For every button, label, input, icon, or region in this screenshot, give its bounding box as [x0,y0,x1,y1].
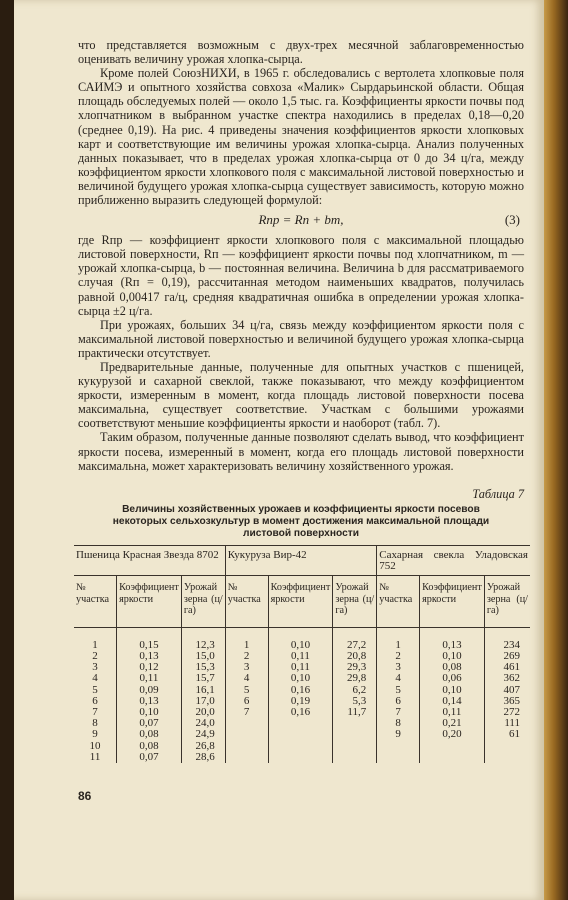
table-cell: 0,13 [117,696,182,707]
table-cell: 4 [92,672,98,685]
table-cell: 8 [377,718,420,729]
table-cell: 1 [225,627,268,651]
table-cell: 0,06 [420,673,485,684]
table-cell: 5 [377,685,420,696]
table-cell: 10 [89,739,101,752]
table-cell: 7 [92,705,98,718]
table-row [74,627,530,651]
table-cell: 5 [92,683,98,696]
table-cell: 234 [484,627,530,651]
table-cell: 0,14 [420,696,485,707]
table-cell [268,718,333,729]
table-cell: 461 [484,662,530,673]
col-header: Урожай зерна (ц/га) [484,576,530,628]
table-cell: 0,16 [268,685,333,696]
table-cell: 0,20 [420,729,485,740]
table-cell [333,729,377,740]
table-cell: 20,0 [181,707,225,718]
table-cell: 6 [225,696,268,707]
table-cell [225,741,268,752]
table-cell: 11,7 [333,707,377,718]
table-cell: 5 [225,685,268,696]
paragraph-2: Кроме полей СоюзНИХИ, в 1965 г. обследовались с вертолета хлопковые поля САИМЭ и опытного хозяйства совхоза «Малик» Сырдарьинской области. Общая площадь обследуемых полей — около 1,5 тыс. га. Коэффициенты яркости почвы под хлопчатником в выбранном участке спектра находились в пределах 0,18—0,20 (среднее 0,19). На рис. 4 приведены значения коэффициентов яркости хлопковых карт и соответствующие им величины урожая хлопка-сырца. Анализ полученных данных показывает, что в пределах урожая хлопка-сырца от 0 до 34 ц/га, между коэффициентом яркости хлопкового поля с максимальной листовой поверхностью и величиной будущего урожая хлопка-сырца существует зависимость, которую можно приближенно выразить следующей формулой: [78,66,524,208]
table-cell: 272 [484,707,530,718]
table-row [74,729,530,740]
table-cell: 61 [484,729,530,740]
table-cell: 9 [377,729,420,740]
table-cell: 15,7 [181,673,225,684]
table-cell: 407 [484,685,530,696]
table-cell: 0,07 [117,752,182,763]
table-cell [268,752,333,763]
table-cell: 20,8 [333,651,377,662]
table-cell: 365 [484,696,530,707]
table-cell: 7 [377,707,420,718]
table-cell [484,741,530,752]
table-cell: 0,10 [420,685,485,696]
table-cell: 8 [92,717,98,730]
table-cell: 12,3 [181,627,225,651]
table-cell [420,741,485,752]
table-cell [268,741,333,752]
col-header: № участка [225,576,268,628]
col-header: Урожай зерна (ц/га) [181,576,225,628]
col-header: Коэффициент яркости [268,576,333,628]
table-cell: 4 [225,673,268,684]
table-cell: 0,08 [117,729,182,740]
paragraph-5: Предварительные данные, полученные для опытных участков с пшеницей, кукурузой и сахарной свеклой, также показывают, что между коэффициентом яркости, измеренным в момент, когда площадь листовой поверхности посева максимальна, существует соответствие. Участкам с большими урожаями соответствуют меньшие коэффициенты яркости и наоборот (табл. 7). [78,359,524,431]
table-cell: 27,2 [333,627,377,651]
table-cell: 9 [92,728,98,741]
col-header: Коэффициент яркости [420,576,485,628]
table-cell: 15,0 [181,651,225,662]
group-header-wheat: Пшеница Красная Звезда 8702 [74,545,225,575]
table-cell: 24,0 [181,718,225,729]
table-cell: 28,6 [181,752,225,763]
table-cell: 0,11 [268,662,333,673]
table-cell: 0,19 [268,696,333,707]
table-cell: 1 [92,638,98,651]
table-cell: 17,0 [181,696,225,707]
col-header: № участка [377,576,420,628]
table-cell: 4 [377,673,420,684]
page-number: 86 [78,789,92,803]
table-cell: 0,11 [268,651,333,662]
paragraph-6: Таким образом, полученные данные позволяют сделать вывод, что коэффициент яркости посева, измеренный в момент, когда его площадь листовой поверхности максимальна, может характеризовать величину хозяйственного урожая. [78,430,524,473]
paragraph-1: что представляется возможным с двух-трех месячной заблаговременностью оценивать величину урожая хлопка-сырца. [78,38,524,67]
table-cell: 29,3 [333,662,377,673]
table-cell [225,729,268,740]
book-spine [544,0,568,900]
table-cell: 0,10 [268,627,333,651]
table-cell [420,752,485,763]
table-cell [225,718,268,729]
table-cell: 0,21 [420,718,485,729]
table-cell: 0,15 [117,627,182,651]
paragraph-3: где Rпр — коэффициент яркости хлопкового поля с максимальной площадью листовой поверхности, Rп — коэффициент яркости почвы под хлопчатником, m — урожай хлопка-сырца, b — постоянная величина. Величина b для рассматриваемого случая (Rп = 0,19), рассчитанная методом наименьших квадратов, получилась равной 0,00417 га/ц, средняя квадратичная ошибка в определении урожая хлопка-сырца ±2 ц/га. [78,233,524,318]
table-cell: 29,8 [333,673,377,684]
table-cell: 111 [484,718,530,729]
table-cell: 0,13 [420,627,485,651]
table-cell [333,752,377,763]
table-cell: 7 [225,707,268,718]
table-cell: 0,11 [420,707,485,718]
group-header-corn: Кукуруза Вир-42 [225,545,377,575]
table-cell: 26,8 [181,741,225,752]
table-label: Таблица 7 [472,486,524,501]
book-page [14,0,544,900]
table-cell: 269 [484,651,530,662]
formula-number: (3) [504,212,520,228]
table-cell: 0,12 [117,662,182,673]
paragraph-4: При урожаях, больших 34 ц/га, связь между коэффициентом яркости поля с максимальной листовой поверхностью и величиной будущего урожая хлопка-сырца практически отсутствует. [78,317,524,360]
table-row [74,752,530,763]
table-cell [484,752,530,763]
table-cell: 0,10 [117,707,182,718]
table-cell: 5,3 [333,696,377,707]
page-body [76,38,528,763]
table-cell: 0,11 [117,673,182,684]
table-cell: 0,08 [117,741,182,752]
table-cell: 0,13 [117,651,182,662]
col-header: № участка [74,576,117,628]
table-cell [225,752,268,763]
table-cell: 0,08 [420,662,485,673]
table-cell: 0,07 [117,718,182,729]
table-cell: 11 [89,750,101,763]
table-cell [333,718,377,729]
table-title: Величины хозяйственных урожаев и коэффициенты яркости посевов некоторых сельхозкультур в момент достижения максимальной площади листовой поверхности [112,503,490,539]
table-cell: 0,10 [420,651,485,662]
table-cell [333,741,377,752]
table-cell: 2 [92,649,98,662]
table-cell: 362 [484,673,530,684]
table-cell [377,741,420,752]
table-cell: 2 [225,651,268,662]
table-cell: 0,10 [268,673,333,684]
col-header: Коэффициент яркости [117,576,182,628]
table-cell: 0,09 [117,685,182,696]
table-cell: 1 [377,627,420,651]
table-cell: 3 [92,661,98,674]
table-cell: 2 [377,651,420,662]
table-cell: 24,9 [181,729,225,740]
table-cell: 6,2 [333,685,377,696]
table-cell: 16,1 [181,685,225,696]
table-cell: 3 [225,662,268,673]
group-header-sugar-beet: Сахарная свекла Уладовская 752 [377,545,530,575]
col-header: Урожай зерна (ц/га) [333,576,377,628]
table-cell: 6 [377,696,420,707]
table-cell: 6 [92,694,98,707]
table-body [74,627,530,763]
table-cell: 15,3 [181,662,225,673]
table-cell [268,729,333,740]
table-row [74,673,530,684]
table-cell: 3 [377,662,420,673]
formula-expression: Rпр = Rп + bm, [258,212,344,228]
table-cell [377,752,420,763]
yield-table [74,545,530,763]
table-cell: 0,16 [268,707,333,718]
formula-3 [78,207,524,233]
